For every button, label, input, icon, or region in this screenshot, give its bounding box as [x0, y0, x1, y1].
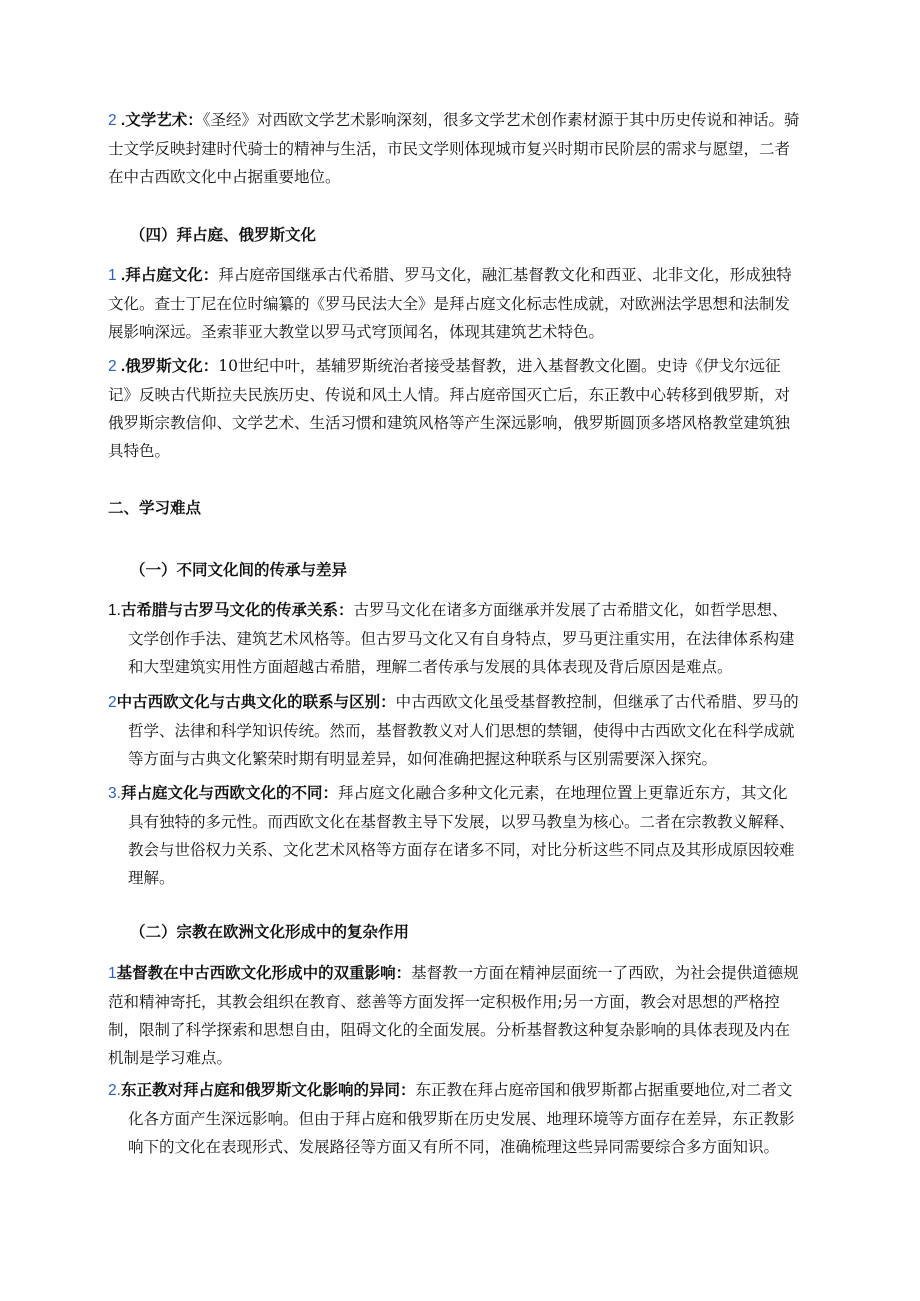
item-number: 2	[108, 694, 117, 711]
item-text: 中古西欧文化虽受基督教控制，但继承了古代希腊、罗马的哲学、法律和科学知识传统。然而，基督教教义对人们思想的禁锢，使得中古西欧文化在科学成就等方面与古典文化繁荣时期有明显差异，如何准确把握这种联系与区别需要深入探究。	[128, 693, 799, 768]
item-text: 拜占庭帝国继承古代希腊、罗马文化，融汇基督教文化和西亚、北非文化，形成独特文化。查士丁尼在位时编纂的《罗马民法大全》是拜占庭文化标志性成就，对欧洲法学思想和法制发展影响深远。圣索菲亚大教堂以罗马式穹顶闻名，体现其建筑艺术特色。	[108, 266, 792, 341]
item-number: 1	[108, 965, 117, 982]
part-two-sub1-item-2	[108, 688, 800, 773]
item-number: 1	[108, 267, 117, 284]
item-term: 拜占庭文化与西欧文化的不同：	[120, 784, 338, 802]
item-number: 2	[108, 358, 117, 375]
item-term: 古希腊与古罗马文化的传承关系：	[120, 601, 354, 619]
section-iii-item-2	[108, 106, 800, 191]
item-text: 基督教一方面在精神层面统一了西欧，为社会提供道德规范和精神寄托，其教会组织在教育、慈善等方面发挥一定积极作用;另一方面，教会对思想的严格控制，限制了科学探索和思想自由，阻碍文化的全面发展。分析基督教这种复杂影响的具体表现及内在机制是学习难点。	[108, 964, 799, 1067]
item-text: 东正教在拜占庭帝国和俄罗斯都占据重要地位,对二者文化各方面产生深远影响。但由于拜占庭和俄罗斯在历史发展、地理环境等方面存在差异，东正教影响下的文化在表现形式、发展路径等方面又有所不同，准确梳理这些异同需要综合多方面知识。	[128, 1081, 795, 1156]
item-number: 2.	[108, 1082, 121, 1099]
part-two-sub1-heading: （一）不同文化间的传承与差异	[130, 561, 348, 579]
item-term: 拜占庭文化：	[125, 266, 219, 284]
part-two-sub1-item-1	[108, 596, 800, 681]
item-separator: .	[116, 112, 126, 129]
part-two-sub2-heading: （二）宗教在欧洲文化形成中的复杂作用	[130, 923, 410, 941]
part-two-sub1-item-3	[108, 779, 800, 892]
part-two-sub2-item-1	[108, 959, 800, 1072]
section-iv-heading: （四）拜占庭、俄罗斯文化	[130, 226, 317, 244]
item-text: 古罗马文化在诸多方面继承并发展了古希腊文化，如哲学思想、文学创作手法、建筑艺术风格等。但古罗马文化又有自身特点，罗马更注重实用，在法律体系构建和大型建筑实用性方面超越古希腊，理解二者传承与发展的具体表现及背后原因是难点。	[128, 601, 795, 676]
item-text: 《圣经》对西欧文学艺术影响深刻，很多文学艺术创作素材源于其中历史传说和神话。骑士文学反映封建时代骑士的精神与生活，市民文学则体现城市复兴时期市民阶层的需求与愿望，二者在中古西欧文化中占据重要地位。	[108, 111, 800, 186]
item-separator: .	[116, 267, 126, 284]
section-iv-item-1	[108, 261, 800, 346]
item-term: 文学艺术：	[125, 111, 203, 129]
item-term: 中古西欧文化与古典文化的联系与区别：	[116, 693, 396, 711]
item-number: 3.	[108, 785, 121, 802]
item-text: 10世纪中叶，基辅罗斯统治者接受基督教，进入基督教文化圈。史诗《伊戈尔远征记》反映古代斯拉夫民族历史、传说和风土人情。拜占庭帝国灭亡后，东正教中心转移到俄罗斯，对俄罗斯宗教信仰、文学艺术、生活习惯和建筑风格等产生深远影响，俄罗斯圆顶多塔风格教堂建筑独具特色。	[108, 357, 791, 460]
item-text: 拜占庭文化融合多种文化元素，在地理位置上更靠近东方，其文化具有独特的多元性。而西欧文化在基督教主导下发展，以罗马教皇为核心。二者在宗教教义解释、教会与世俗权力关系、文化艺术风格等方面存在诸多不同，对比分析这些不同点及其形成原因较难理解。	[128, 784, 795, 887]
item-term: 东正教对拜占庭和俄罗斯文化影响的异同：	[120, 1081, 416, 1099]
section-iv-item-2	[108, 352, 800, 465]
part-two-heading: 二、学习难点	[108, 499, 202, 517]
item-number: 1.	[108, 602, 121, 619]
item-term: 基督教在中古西欧文化形成中的双重影响：	[116, 964, 412, 982]
item-term: 俄罗斯文化：	[125, 357, 219, 375]
item-number: 2	[108, 112, 117, 129]
item-separator: .	[116, 358, 126, 375]
part-two-sub2-item-2	[108, 1076, 800, 1161]
